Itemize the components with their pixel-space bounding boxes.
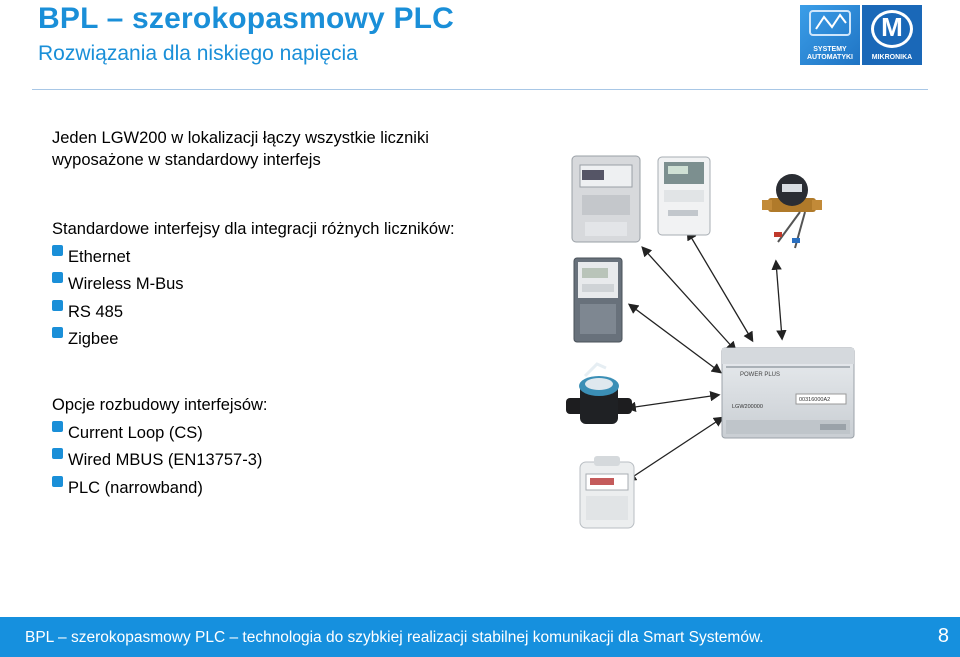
gateway-brand: POWER PLUS: [740, 372, 781, 378]
bullet-text: Ethernet: [68, 248, 131, 266]
electricity-meter-1: [572, 156, 640, 242]
mikronika-name: MIKRONIKA: [871, 54, 913, 61]
standard-interfaces-heading: Standardowe interfejsy dla integracji różnych liczników:: [52, 220, 455, 238]
bullet-text: Wireless M-Bus: [68, 275, 184, 293]
intro-line-1: Jeden LGW200 w lokalizacji łączy wszystkie liczniki: [52, 129, 429, 147]
electricity-meter-3: [574, 258, 622, 342]
intro-line-2: wyposażone w standardowy interfejs: [52, 151, 321, 169]
logo-line1: SYSTEMY: [813, 46, 847, 53]
bullet-text: Current Loop (CS): [68, 424, 203, 442]
gateway-serial: 00316000A2: [799, 397, 831, 403]
gateway-model: LGW200000: [732, 404, 763, 410]
page-number: 8: [937, 625, 949, 647]
electricity-meter-2: [658, 157, 710, 235]
bullet-text: Zigbee: [68, 330, 119, 348]
water-meter-1: [762, 174, 822, 248]
bullet-text: Wired MBUS (EN13757-3): [68, 451, 263, 469]
water-meter-2: [566, 364, 632, 424]
footer-text: BPL – szerokopasmowy PLC – technologia do szybkiej realizacji stabilnej komunikacji dla Smart Systemów.: [25, 629, 764, 646]
bullet-text: RS 485: [68, 303, 124, 321]
bullet-text: PLC (narrowband): [68, 479, 203, 497]
options-heading: Opcje rozbudowy interfejsów:: [52, 396, 268, 414]
page-title: BPL – szerokopasmowy PLC: [38, 2, 455, 35]
mikronika-mark: M: [881, 12, 903, 42]
lgw200-gateway: [722, 348, 854, 438]
gas-meter: [580, 456, 634, 528]
logo-line2: AUTOMATYKI: [806, 54, 854, 61]
footer-bar: [0, 617, 960, 657]
page-subtitle: Rozwiązania dla niskiego napięcia: [38, 42, 358, 65]
